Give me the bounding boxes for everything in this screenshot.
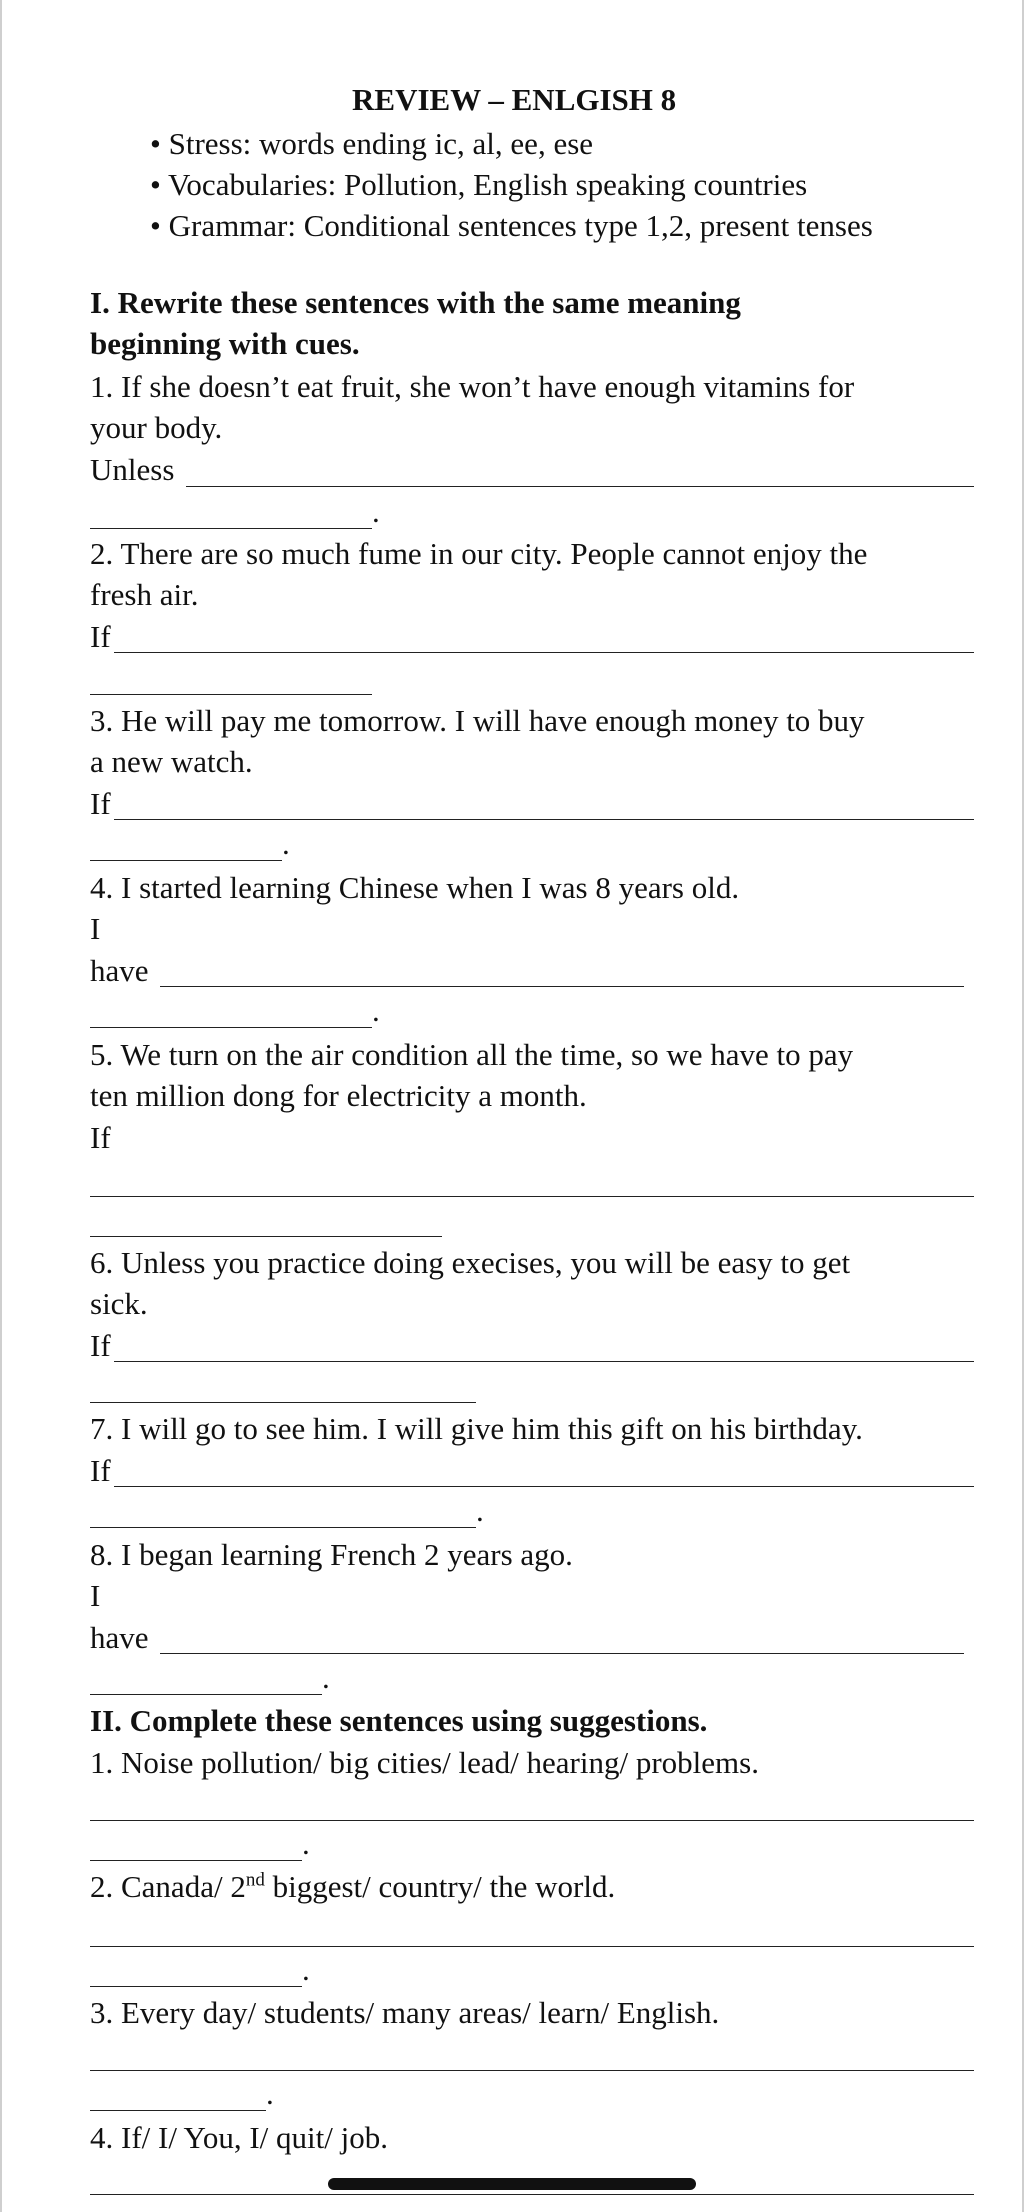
item3-period: . [282, 826, 290, 861]
item2-sentence-cont: fresh air. [90, 577, 199, 612]
item8-cue-i: I [90, 1578, 101, 1613]
item1-period: . [372, 494, 380, 529]
item1-sentence-cont: your body. [90, 410, 223, 445]
s2-item1-prompt: 1. Noise pollution/ big cities/ lead/ hearing/ problems. [90, 1745, 759, 1780]
s2-item4-prompt: 4. If/ I/ You, I/ quit/ job. [90, 2120, 388, 2155]
item7-period: . [476, 1493, 484, 1528]
item1-answer-line[interactable] [186, 486, 974, 487]
s2-item2-answer-line-2[interactable] [90, 1986, 302, 1987]
item3-answer-line[interactable] [114, 819, 974, 820]
s2-item3-period: . [266, 2076, 274, 2111]
item3-answer-line-2[interactable] [90, 860, 282, 861]
item4-cue-have: have [90, 953, 149, 988]
item6-cue: If [90, 1328, 111, 1363]
item2-answer-line-2[interactable] [90, 694, 372, 695]
s2-item1-period: . [302, 1826, 310, 1861]
section1-heading-cont: beginning with cues. [90, 326, 360, 361]
item6-sentence: 6. Unless you practice doing execises, you will be easy to get [90, 1245, 851, 1280]
item1-cue: Unless [90, 452, 175, 487]
item5-sentence-cont: ten million dong for electricity a month. [90, 1078, 587, 1113]
item4-period: . [372, 993, 380, 1028]
worksheet-title: REVIEW – ENLGISH 8 [352, 82, 677, 117]
s2-item3-prompt: 3. Every day/ students/ many areas/ learn/ English. [90, 1995, 720, 2030]
item3-sentence-cont: a new watch. [90, 744, 253, 779]
s2-item1-answer-line-2[interactable] [90, 1860, 302, 1861]
bullet-grammar: • Grammar: Conditional sentences type 1,2, present tenses [150, 208, 873, 243]
item8-answer-line-2[interactable] [90, 1694, 322, 1695]
item7-answer-line-2[interactable] [90, 1527, 476, 1528]
item7-cue: If [90, 1453, 111, 1488]
item5-sentence: 5. We turn on the air condition all the time, so we have to pay [90, 1037, 854, 1072]
item2-sentence: 2. There are so much fume in our city. People cannot enjoy the [90, 536, 868, 571]
item8-period: . [322, 1660, 330, 1695]
s2-item3-answer-line-2[interactable] [90, 2110, 266, 2111]
bullet-vocabularies: • Vocabularies: Pollution, English speaking countries [150, 167, 808, 202]
item4-answer-line[interactable] [160, 986, 964, 987]
s2-item1-answer-line[interactable] [90, 1820, 974, 1821]
item2-cue: If [90, 619, 111, 654]
item4-answer-line-2[interactable] [90, 1027, 372, 1028]
s2-item2-answer-line[interactable] [90, 1946, 974, 1947]
item8-cue-have: have [90, 1620, 149, 1655]
section2-heading: II. Complete these sentences using suggestions. [90, 1703, 708, 1738]
item5-cue: If [90, 1120, 111, 1155]
item5-answer-line[interactable] [90, 1196, 974, 1197]
item4-sentence: 4. I started learning Chinese when I was 8 years old. [90, 870, 740, 905]
item7-sentence: 7. I will go to see him. I will give him this gift on his birthday. [90, 1411, 863, 1446]
item1-answer-line-2[interactable] [90, 528, 372, 529]
s2-item2-prompt: 2. Canada/ 2nd biggest/ country/ the world. [90, 1869, 616, 1904]
item7-answer-line[interactable] [114, 1486, 974, 1487]
item4-cue-i: I [90, 911, 101, 946]
item6-sentence-cont: sick. [90, 1286, 148, 1321]
s2-item2-period: . [302, 1952, 310, 1987]
item2-answer-line[interactable] [114, 652, 974, 653]
ordinal-suffix: nd [245, 1869, 265, 1891]
item6-answer-line[interactable] [114, 1361, 974, 1362]
s2-item4-answer-line[interactable] [90, 2194, 974, 2195]
item1-sentence: 1. If she doesn’t eat fruit, she won’t have enough vitamins for [90, 369, 855, 404]
home-indicator-bar[interactable] [328, 2178, 696, 2190]
s2-item3-answer-line[interactable] [90, 2070, 974, 2071]
section1-heading: I. Rewrite these sentences with the same meaning [90, 285, 741, 320]
left-border [0, 0, 2, 2212]
item6-answer-line-2[interactable] [90, 1402, 476, 1403]
item3-cue: If [90, 786, 111, 821]
item5-answer-line-2[interactable] [90, 1236, 442, 1237]
bullet-stress: • Stress: words ending ic, al, ee, ese [150, 126, 594, 161]
item8-answer-line[interactable] [160, 1653, 964, 1654]
item8-sentence: 8. I began learning French 2 years ago. [90, 1537, 573, 1572]
item3-sentence: 3. He will pay me tomorrow. I will have enough money to buy [90, 703, 865, 738]
